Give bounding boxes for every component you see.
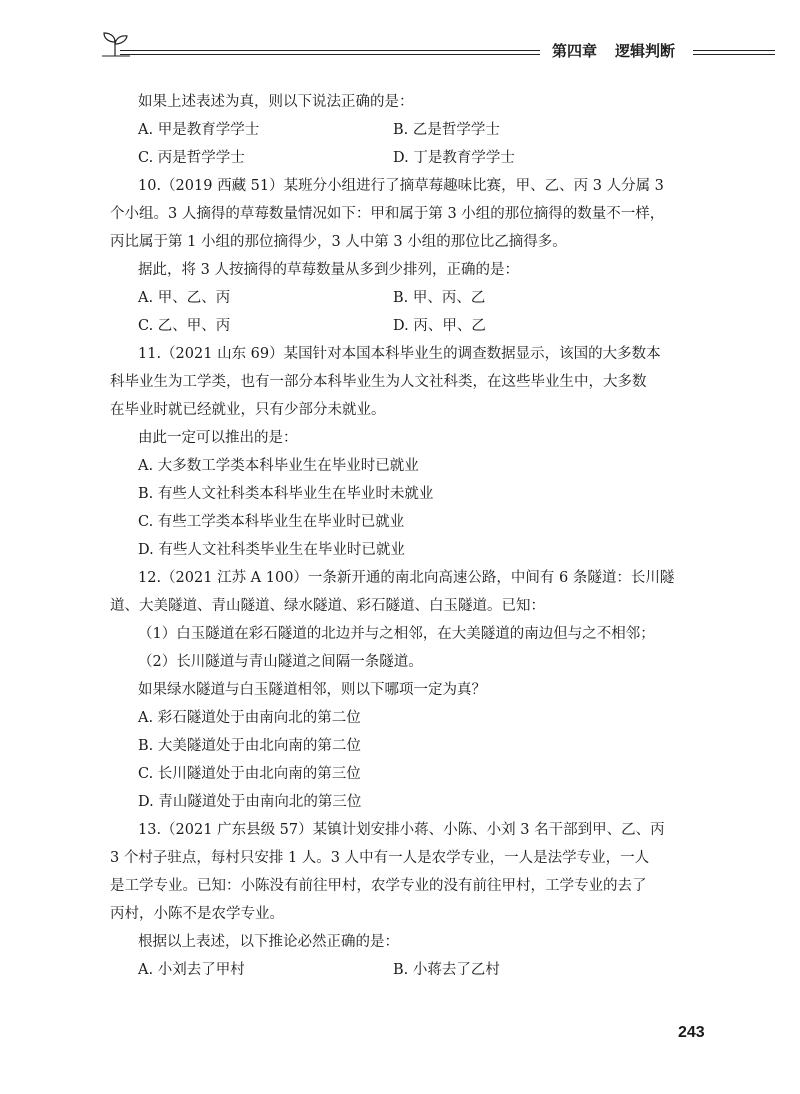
question-13-line: 3 个村子驻点，每村只安排 1 人。3 人中有一人是农学专业，一人是法学专业，一人 <box>110 850 650 866</box>
question-11-prompt: 由此一定可以推出的是： <box>138 430 298 446</box>
option-d: D. 丙、甲、乙 <box>393 318 486 334</box>
question-12-line: 道、大美隧道、青山隧道、绿水隧道、彩石隧道、白玉隧道。已知： <box>110 598 545 614</box>
section-title: 逻辑判断 <box>615 42 676 60</box>
question-12-prompt: 如果绿水隧道与白玉隧道相邻，则以下哪项一定为真？ <box>138 682 486 698</box>
option-b: B. 乙是哲学学士 <box>393 122 500 138</box>
option-c: C. 有些工学类本科毕业生在毕业时已就业 <box>138 514 405 530</box>
option-d: D. 青山隧道处于由南向北的第三位 <box>138 794 362 810</box>
option-a: A. 小刘去了甲村 <box>138 962 245 978</box>
question-10-line: 丙比属于第 1 小组的那位摘得少，3 人中第 3 小组的那位比乙摘得多。 <box>110 234 567 250</box>
condition-2: （2）长川隧道与青山隧道之间隔一条隧道。 <box>138 654 423 670</box>
condition-1: （1）白玉隧道在彩石隧道的北边并与之相邻，在大美隧道的南边但与之不相邻； <box>138 626 655 642</box>
question-13-prompt: 根据以上表述，以下推论必然正确的是： <box>138 934 399 950</box>
option-b: B. 甲、丙、乙 <box>393 290 486 306</box>
question-10-line: 个小组。3 人摘得的草莓数量情况如下：甲和属于第 3 小组的那位摘得的数量不一样， <box>110 206 665 222</box>
option-b: B. 小蒋去了乙村 <box>393 962 500 978</box>
question-prompt: 如果上述表述为真，则以下说法正确的是： <box>138 94 414 110</box>
header-rule-right <box>693 50 775 51</box>
option-row <box>110 116 708 144</box>
option-row <box>110 956 708 984</box>
option-a: A. 大多数工学类本科毕业生在毕业时已就业 <box>138 458 419 474</box>
chapter-title <box>552 40 693 61</box>
option-row <box>110 284 708 312</box>
option-a: A. 甲、乙、丙 <box>138 290 231 306</box>
option-c: C. 乙、甲、丙 <box>138 318 231 334</box>
option-d: D. 有些人文社科类毕业生在毕业时已就业 <box>138 542 405 558</box>
page-header <box>100 30 780 70</box>
chapter-number: 第四章 <box>552 42 598 60</box>
header-rule-right-lower <box>693 54 775 55</box>
option-b: B. 大美隧道处于由北向南的第二位 <box>138 738 361 754</box>
option-c: C. 长川隧道处于由北向南的第三位 <box>138 766 361 782</box>
question-10-line: 10.（2019 西藏 51）某班分小组进行了摘草莓趣味比赛，甲、乙、丙 3 人分属 3 <box>138 178 664 194</box>
question-12-line: 12.（2021 江苏 A 100）一条新开通的南北向高速公路，中间有 6 条隧道：长川隧 <box>138 570 675 586</box>
question-11-line: 在毕业时就已经就业，只有少部分未就业。 <box>110 402 386 418</box>
option-c: C. 丙是哲学学士 <box>138 150 245 166</box>
question-13-line: 丙村，小陈不是农学专业。 <box>110 906 284 922</box>
option-d: D. 丁是教育学学士 <box>393 150 515 166</box>
option-row <box>110 144 708 172</box>
page-body <box>110 88 708 984</box>
header-rule-left-lower <box>120 54 540 55</box>
question-13-line: 13.（2021 广东县级 57）某镇计划安排小蒋、小陈、小刘 3 名干部到甲、乙、丙 <box>138 822 665 838</box>
option-a: A. 彩石隧道处于由南向北的第二位 <box>138 710 361 726</box>
option-row <box>110 312 708 340</box>
header-rule-left <box>120 50 540 51</box>
question-10-prompt: 据此，将 3 人按摘得的草莓数量从多到少排列，正确的是： <box>138 262 519 278</box>
question-13-line: 是工学专业。已知：小陈没有前往甲村，农学专业的没有前往甲村，工学专业的去了 <box>110 878 647 894</box>
question-11-line: 11.（2021 山东 69）某国针对本国本科毕业生的调查数据显示，该国的大多数本 <box>138 346 661 362</box>
option-b: B. 有些人文社科类本科毕业生在毕业时未就业 <box>138 486 434 502</box>
page-number: 243 <box>678 1024 705 1041</box>
question-11-line: 科毕业生为工学类，也有一部分本科毕业生为人文社科类，在这些毕业生中，大多数 <box>110 374 647 390</box>
option-a: A. 甲是教育学学士 <box>138 122 260 138</box>
